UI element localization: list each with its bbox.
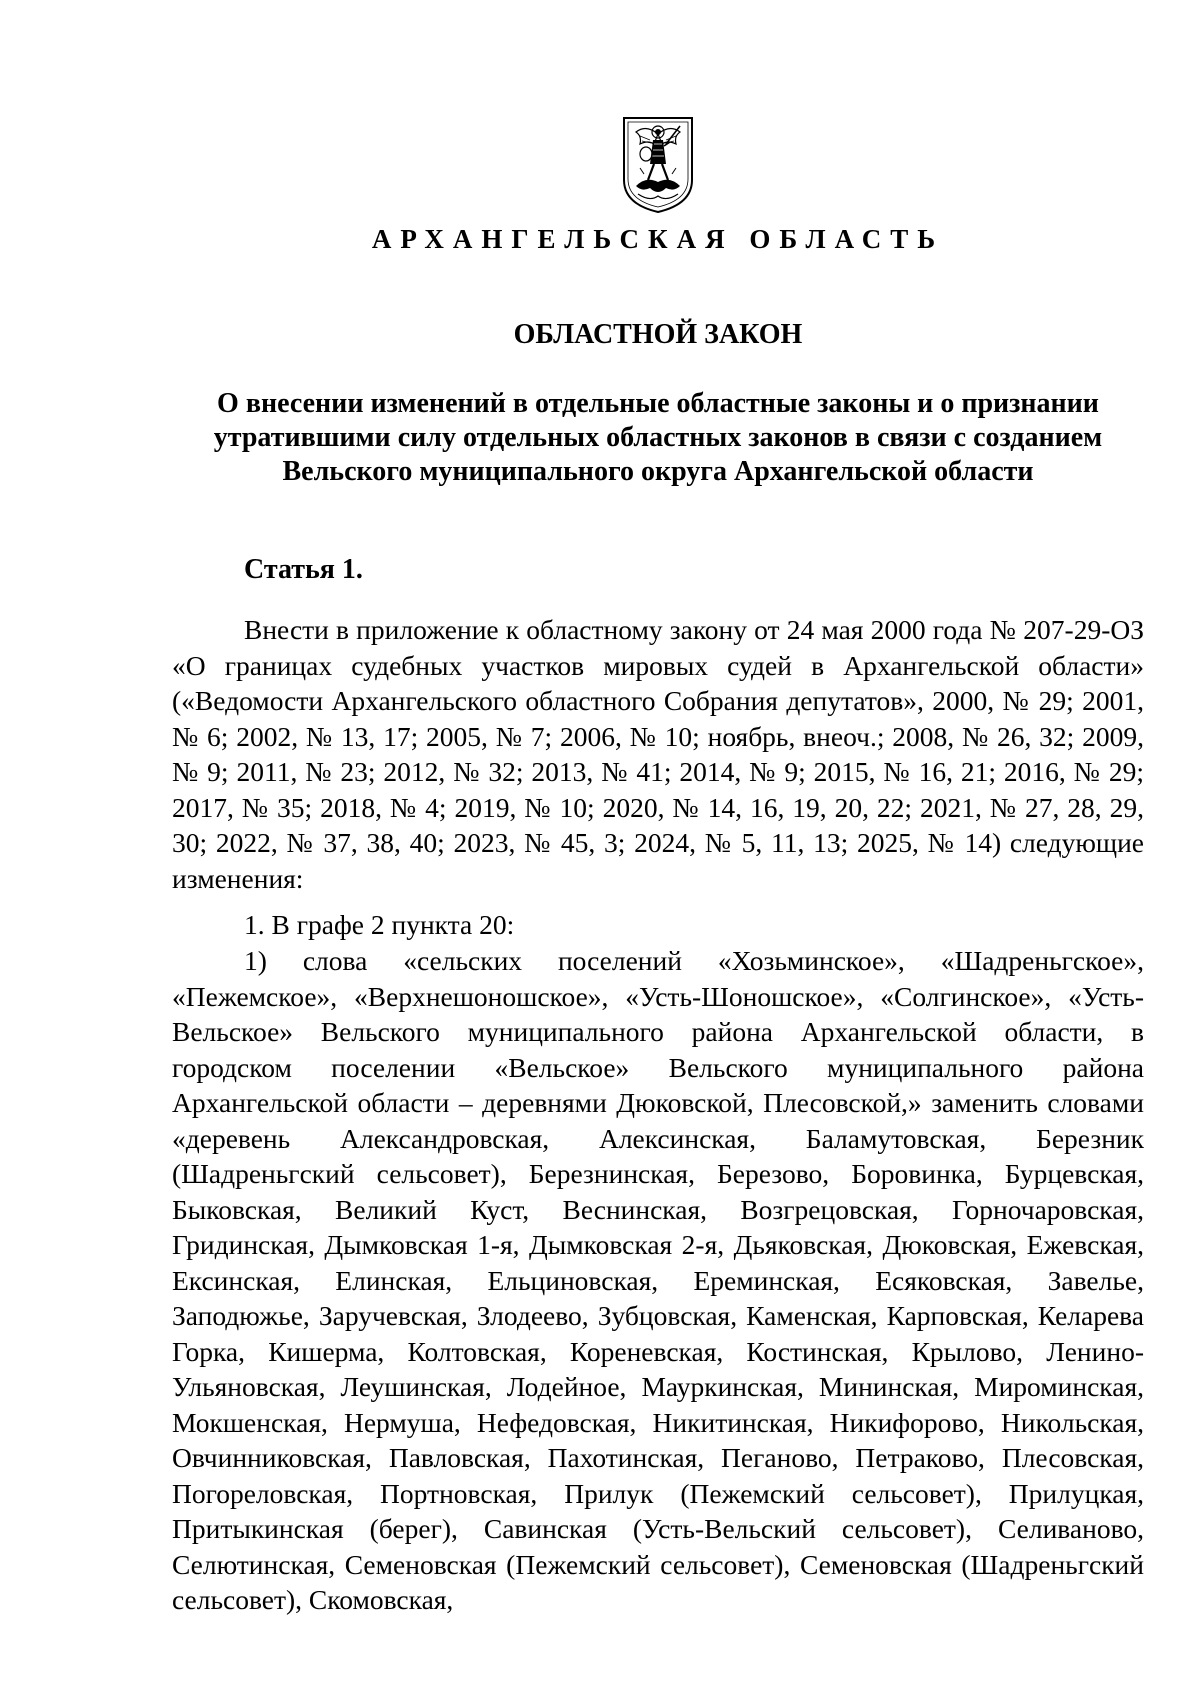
item-1-paragraph: 1. В графе 2 пункта 20: [244, 909, 515, 940]
law-title-line: утратившими силу отдельных областных законов в связи с созданием [213, 422, 1103, 453]
subitem-1-paragraph: 1) слова «сельских поселений «Хозьминское», «Шадреньгское», «Пежемское», «Верхнешоношское», «Усть-Шоношское», «Солгинское», «Усть-Вельское» Вельского муниципального района Архангельской области, в городском поселении «Вельское» Вельского муниципального района Архангельской области – деревнями Дюковской, Плесовской,» заменить словами «деревень Александровская, Алексинская, Баламутовская, Березник (Шадреньгский сельсовет), Березнинская, Березово, Боровинка, Бурцевская, Быковская, Великий Куст, Веснинская, Возгрецовская, Горночаровская, Гридинская, Дымковская 1-я, Дымковская 2-я, Дьяковская, Дюковская, Ежевская, Ексинская, Елинская, Ельциновская, Ереминская, Есяковская, Завелье, Заподюжье, Заручевская, Злодеево, Зубцовская, Каменская, Карповская, Келарева Горка, Кишерма, Колтовская, Кореневская, Костинская, Крылово, Ленино-Ульяновская, Леушинская, Лодейное, Мауркинская, Мининская, Мироминская, Мокшенская, Нермуша, Нефедовская, Никитинская, Никифорово, Никольская, Овчинниковская, Павловская, Пахотинская, Пеганово, Петраково, Плесовская, Погореловская, Портновская, Прилук (Пежемский сельсовет), Прилуцкая, Притыкинская (берег), Савинская (Усть-Вельский сельсовет), Селиваново, Селютинская, Семеновская (Пежемский сельсовет), Семеновская (Шадреньгский сельсовет), Скомовская, [172, 945, 1144, 1615]
law-title-line: О внесении изменений в отдельные областные законы и о признании [217, 388, 1099, 419]
article-heading: Статья 1. [244, 554, 363, 585]
intro-paragraph: Внести в приложение к областному закону от 24 мая 2000 года № 207-29-ОЗ «О границах судебных участков мировых судей в Архангельской области» («Ведомости Архангельского областного Собрания депутатов», 2000, № 29; 2001, № 6; 2002, № 13, 17; 2005, № 7; 2006, № 10; ноябрь, внеоч.; 2008, № 26, 32; 2009, № 9; 2011, № 23; 2012, № 32; 2013, № 41; 2014, № 9; 2015, № 16, 21; 2016, № 29; 2017, № 35; 2018, № 4; 2019, № 10; 2020, № 14, 16, 19, 20, 22; 2021, № 27, 28, 29, 30; 2022, № 37, 38, 40; 2023, № 45, 3; 2024, № 5, 11, 13; 2025, № 14) следующие изменения: [172, 614, 1144, 894]
law-title [160, 387, 1156, 489]
coat-of-arms-emblem [620, 114, 696, 214]
document-type: ОБЛАСТНОЙ ЗАКОН [513, 319, 803, 350]
region-name: АРХАНГЕЛЬСКАЯ ОБЛАСТЬ [371, 224, 945, 254]
coat-of-arms-icon [620, 114, 696, 214]
law-title-line: Вельского муниципального округа Архангельской области [282, 456, 1034, 487]
